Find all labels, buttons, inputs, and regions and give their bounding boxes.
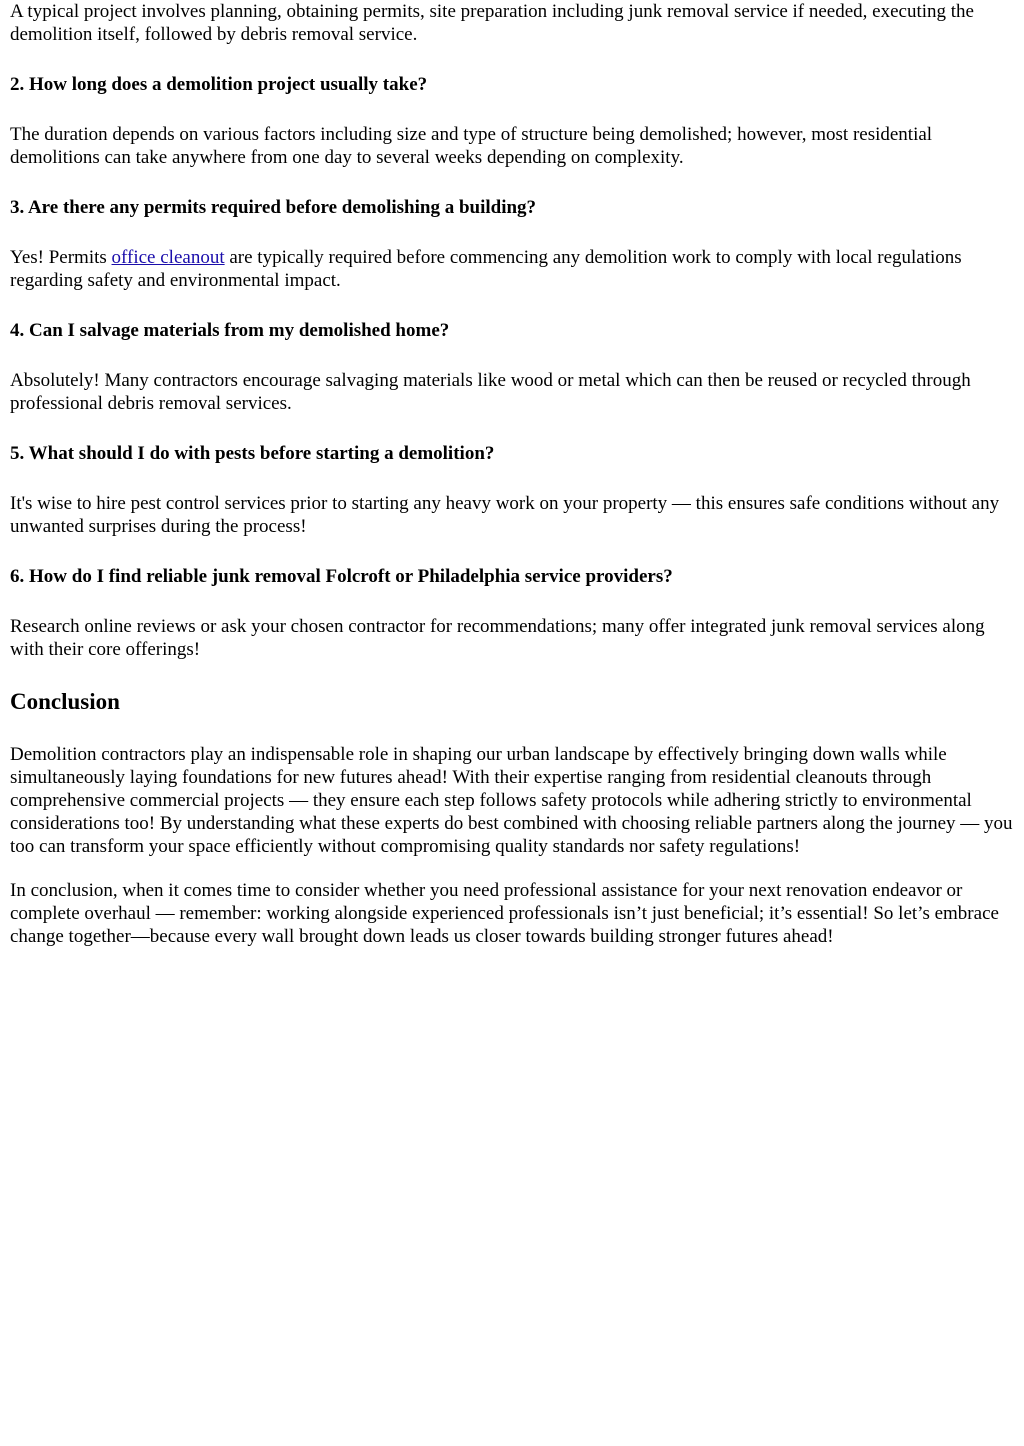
faq-answer-5: It's wise to hire pest control services prior to starting any heavy work on your property — this ensures safe conditions without any unwanted surprises during the process! [10,493,1000,537]
office-cleanout-link[interactable]: office cleanout [111,247,225,268]
conclusion-paragraph-1: Demolition contractors play an indispensable role in shaping our urban landscape by effectively bringing down walls while simultaneously laying foundations for new futures ahead! With their expertise ranging from residential cleanouts through comprehensive commercial projects — they ensure each step follows safety protocols while adhering strictly to environmental considerations too! By understanding what these experts do best combined with choosing reliable partners along the journey — you too can transform your space efficiently without compromising quality standards nor safety regulations! [10,744,1013,857]
faq-question-3: 3. Are there any permits required before demolishing a building? [10,197,537,218]
faq-question-5: 5. What should I do with pests before starting a demolition? [10,443,495,464]
faq-answer-2: The duration depends on various factors including size and type of structure being demolished; however, most residential demolitions can take anywhere from one day to several weeks depending on complexity. [10,124,933,168]
faq-answer-4: Absolutely! Many contractors encourage salvaging materials like wood or metal which can then be reused or recycled through professional debris removal services. [10,370,971,414]
conclusion-paragraph-2: In conclusion, when it comes time to consider whether you need professional assistance for your next renovation endeavor or complete overhaul — remember: working alongside experienced professionals isn’t just beneficial; it’s essential! So let’s embrace change together—because every wall brought down leads us closer towards building stronger futures ahead! [10,880,999,947]
faq-question-2: 2. How long does a demolition project usually take? [10,74,428,95]
faq-answer-3 [10,246,1014,292]
conclusion-heading: Conclusion [10,689,120,714]
faq-answer-3-after: are typically required before commencing any demolition work to comply with local regulations regarding safety and environmental impact. [10,247,962,291]
intro-paragraph: A typical project involves planning, obtaining permits, site preparation including junk removal service if needed, executing the demolition itself, followed by debris removal service. [10,1,974,45]
faq-question-6: 6. How do I find reliable junk removal Folcroft or Philadelphia service providers? [10,566,673,587]
faq-question-4: 4. Can I salvage materials from my demolished home? [10,320,450,341]
faq-answer-3-before: Yes! Permits [10,247,112,268]
faq-answer-6: Research online reviews or ask your chosen contractor for recommendations; many offer integrated junk removal services along with their core offerings! [10,616,985,660]
